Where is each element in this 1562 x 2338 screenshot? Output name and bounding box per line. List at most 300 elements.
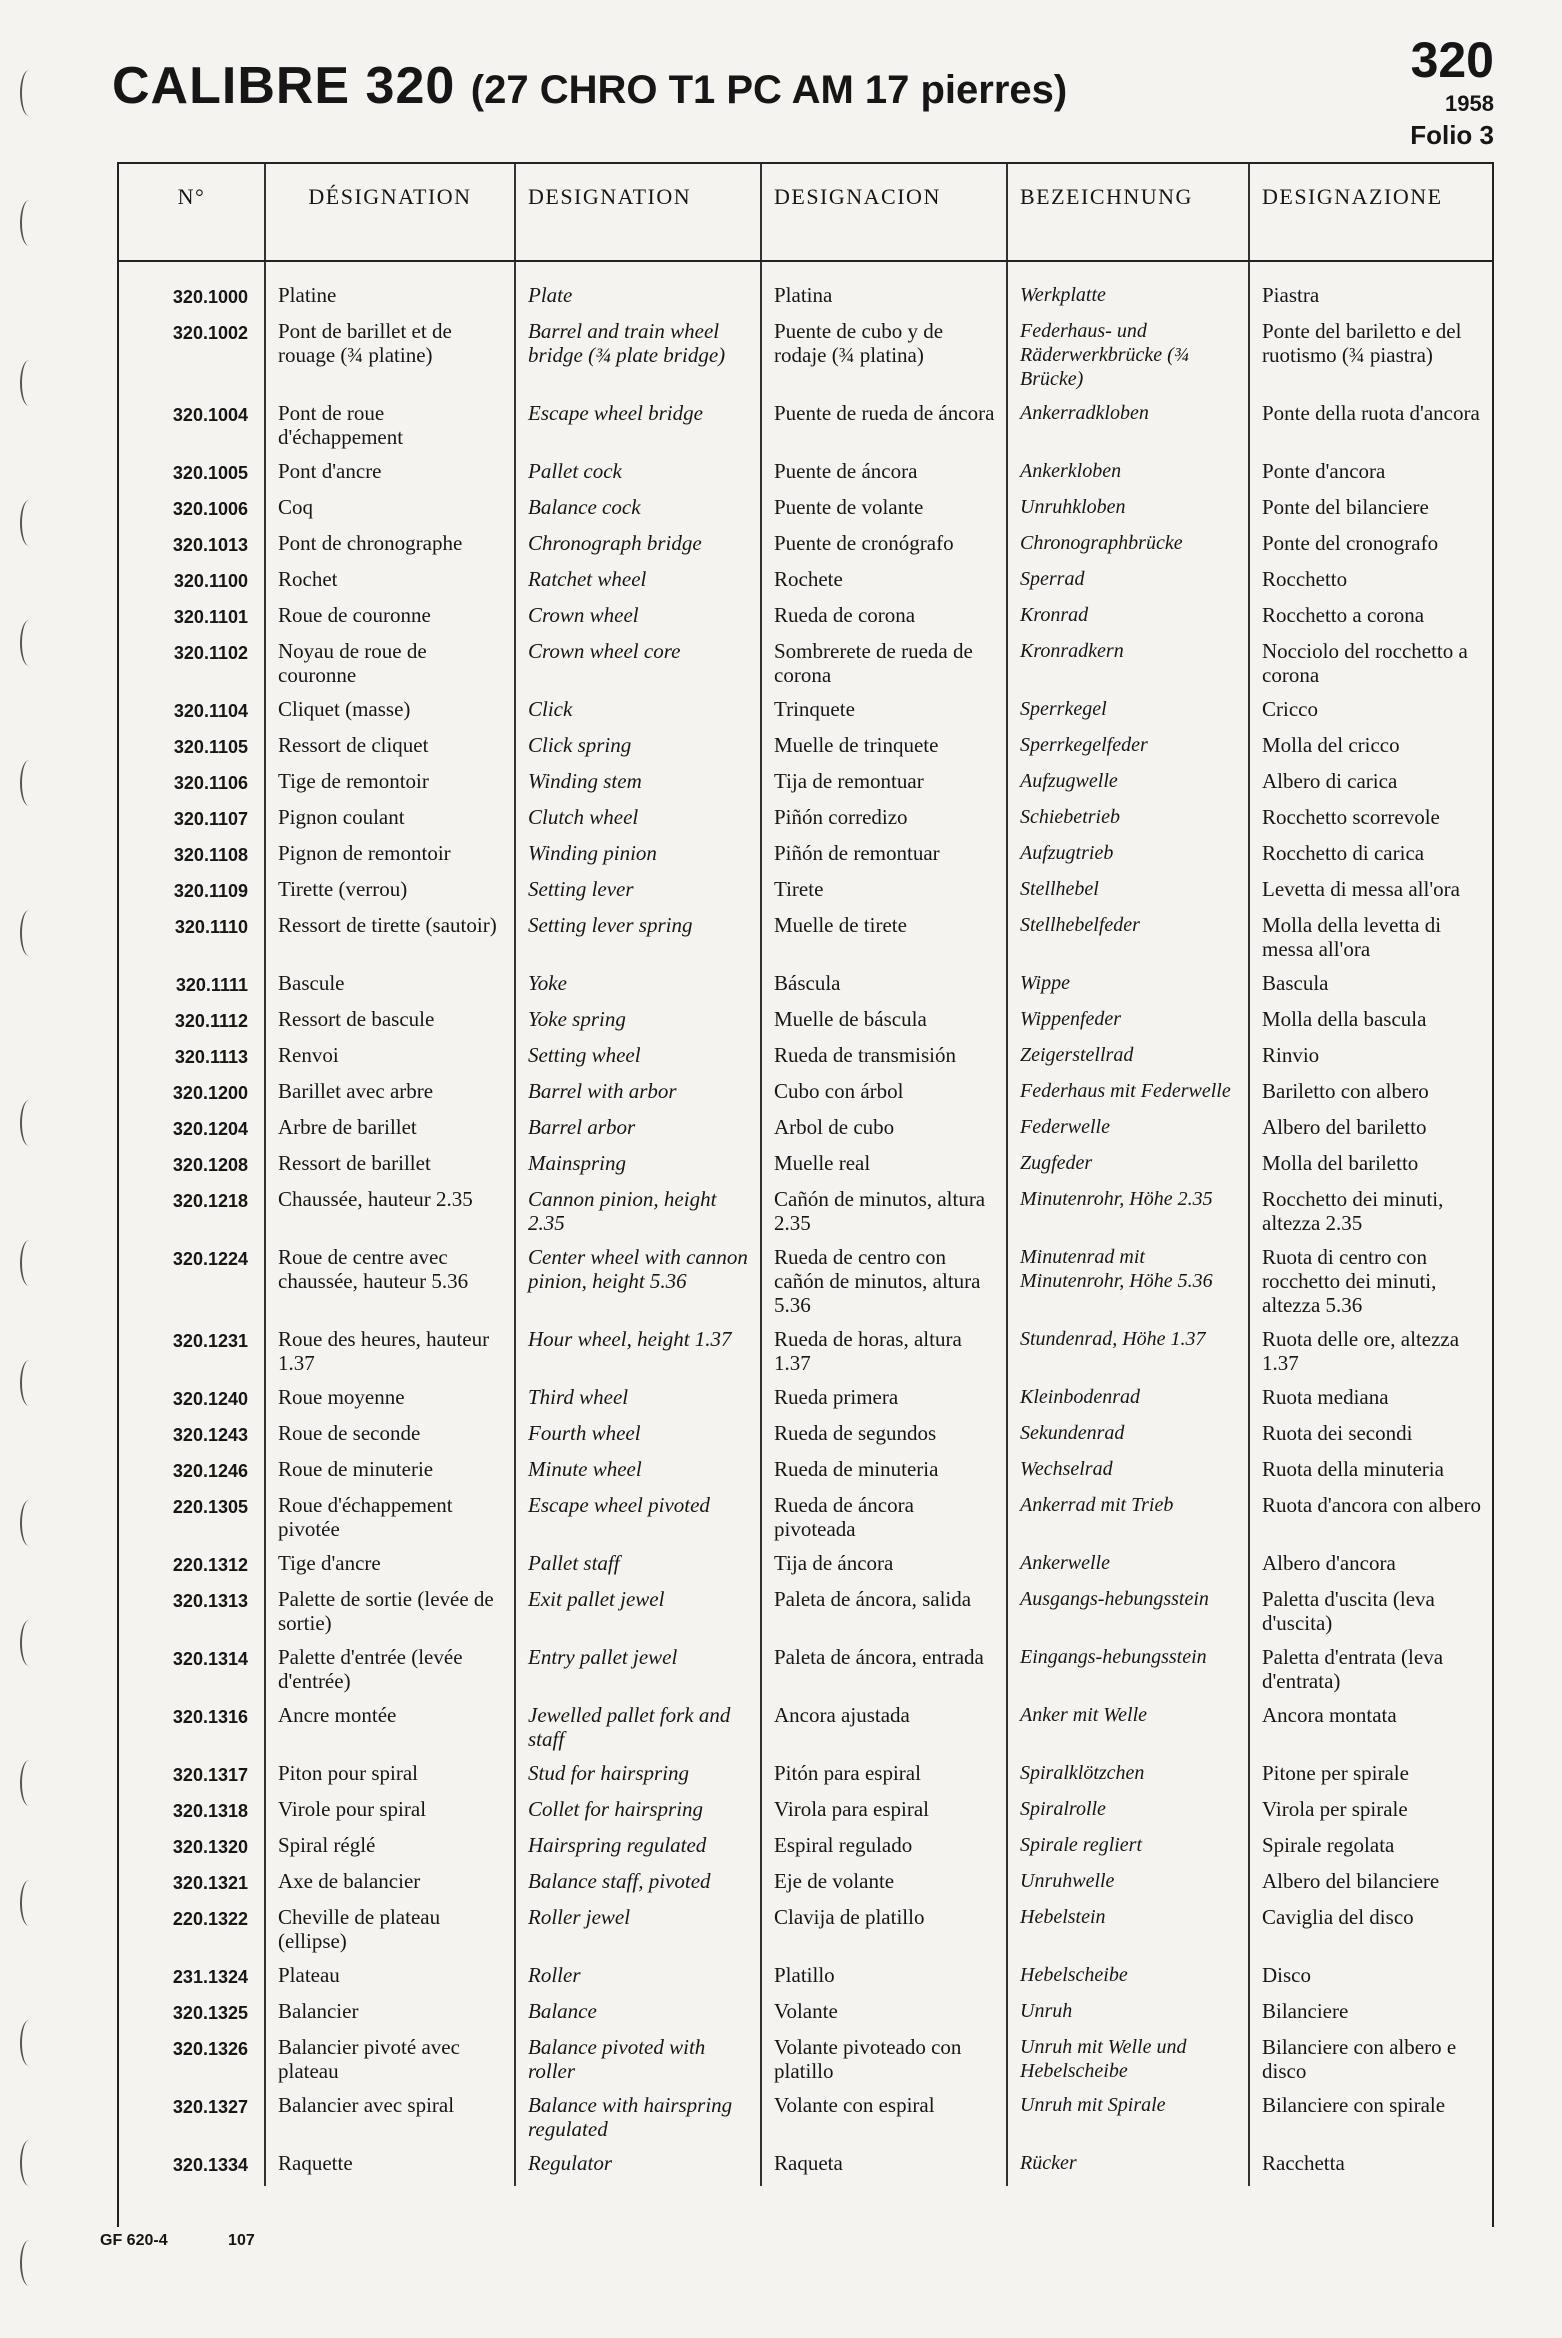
italian-name-cell: Molla della bascula	[1249, 1006, 1492, 1042]
german-name-cell: Zeigerstellrad	[1007, 1042, 1249, 1078]
title-main: CALIBRE 320	[112, 57, 456, 115]
english-name-cell: Hour wheel, height 1.37	[515, 1326, 761, 1384]
english-name-cell: Pallet staff	[515, 1550, 761, 1586]
spanish-name-cell: Platillo	[761, 1962, 1007, 1998]
italian-name-cell: Molla del bariletto	[1249, 1150, 1492, 1186]
french-name-cell: Noyau de roue de couronne	[265, 638, 515, 696]
spanish-name-cell: Rueda de segundos	[761, 1420, 1007, 1456]
spanish-name-cell: Rueda de horas, altura 1.37	[761, 1326, 1007, 1384]
german-name-cell: Spirale regliert	[1007, 1832, 1249, 1868]
spanish-name-cell: Tija de áncora	[761, 1550, 1007, 1586]
english-name-cell: Escape wheel pivoted	[515, 1492, 761, 1550]
french-name-cell: Pont de roue d'échappement	[265, 400, 515, 458]
german-name-cell: Schiebetrieb	[1007, 804, 1249, 840]
table-row	[119, 1150, 1492, 1186]
english-name-cell: Click	[515, 696, 761, 732]
table-row	[119, 1550, 1492, 1586]
part-number-cell: 320.1101	[173, 607, 248, 627]
italian-name-cell: Levetta di messa all'ora	[1249, 876, 1492, 912]
part-number-cell: 320.1107	[173, 809, 248, 829]
page-footer	[100, 2232, 255, 2250]
document-title	[112, 56, 1067, 116]
french-name-cell: Rochet	[265, 566, 515, 602]
spanish-name-cell: Paleta de áncora, salida	[761, 1586, 1007, 1644]
german-name-cell: Spiralklötzchen	[1007, 1760, 1249, 1796]
table-row	[119, 1384, 1492, 1420]
spanish-name-cell: Puente de cubo y de rodaje (¾ platina)	[761, 318, 1007, 400]
italian-name-cell: Cricco	[1249, 696, 1492, 732]
table-row	[119, 638, 1492, 696]
english-name-cell: Third wheel	[515, 1384, 761, 1420]
italian-name-cell: Ponte del bilanciere	[1249, 494, 1492, 530]
english-name-cell: Barrel arbor	[515, 1114, 761, 1150]
part-number-cell: 320.1110	[174, 917, 248, 937]
table-row	[119, 1702, 1492, 1760]
french-name-cell: Tige de remontoir	[265, 768, 515, 804]
italian-name-cell: Ponte della ruota d'ancora	[1249, 400, 1492, 458]
german-name-cell: Stundenrad, Höhe 1.37	[1007, 1326, 1249, 1384]
german-name-cell: Spiralrolle	[1007, 1796, 1249, 1832]
german-name-cell: Rücker	[1007, 2150, 1249, 2186]
table-row	[119, 566, 1492, 602]
english-name-cell: Balance pivoted with roller	[515, 2034, 761, 2092]
spanish-name-cell: Puente de áncora	[761, 458, 1007, 494]
spanish-name-cell: Volante	[761, 1998, 1007, 2034]
part-number-cell: 320.1000	[172, 287, 248, 307]
parts-table-frame	[117, 162, 1494, 2227]
english-name-cell: Barrel and train wheel bridge (¾ plate bridge)	[515, 318, 761, 400]
part-number-cell: 320.1204	[172, 1119, 248, 1139]
french-name-cell: Roue de seconde	[265, 1420, 515, 1456]
french-name-cell: Piton pour spiral	[265, 1760, 515, 1796]
spanish-name-cell: Rueda de minuteria	[761, 1456, 1007, 1492]
part-number-cell: 320.1004	[172, 405, 248, 425]
italian-name-cell: Albero di carica	[1249, 768, 1492, 804]
french-name-cell: Roue de minuterie	[265, 1456, 515, 1492]
italian-name-cell: Ponte del cronografo	[1249, 530, 1492, 566]
german-name-cell: Stellhebelfeder	[1007, 912, 1249, 970]
spanish-name-cell: Muelle de trinquete	[761, 732, 1007, 768]
spanish-name-cell: Trinquete	[761, 696, 1007, 732]
part-number-cell: 320.1102	[173, 643, 248, 663]
part-number-cell: 320.1246	[172, 1461, 248, 1481]
french-name-cell: Ressort de cliquet	[265, 732, 515, 768]
table-spacer	[119, 261, 1492, 282]
italian-name-cell: Ruota di centro con rocchetto dei minuti, altezza 5.36	[1249, 1244, 1492, 1326]
part-number-cell: 320.1108	[173, 845, 248, 865]
table-row	[119, 494, 1492, 530]
french-name-cell: Palette d'entrée (levée d'entrée)	[265, 1644, 515, 1702]
italian-name-cell: Piastra	[1249, 282, 1492, 318]
italian-name-cell: Bilanciere	[1249, 1998, 1492, 2034]
column-header-italian: DESIGNAZIONE	[1249, 164, 1492, 261]
table-row	[119, 1962, 1492, 1998]
spanish-name-cell: Piñón corredizo	[761, 804, 1007, 840]
italian-name-cell: Rocchetto dei minuti, altezza 2.35	[1249, 1186, 1492, 1244]
english-name-cell: Exit pallet jewel	[515, 1586, 761, 1644]
column-header-spanish: DESIGNACION	[761, 164, 1007, 261]
spanish-name-cell: Puente de cronógrafo	[761, 530, 1007, 566]
german-name-cell: Federhaus mit Federwelle	[1007, 1078, 1249, 1114]
english-name-cell: Setting lever	[515, 876, 761, 912]
german-name-cell: Hebelstein	[1007, 1904, 1249, 1962]
table-row	[119, 1796, 1492, 1832]
table-row	[119, 2092, 1492, 2150]
french-name-cell: Ancre montée	[265, 1702, 515, 1760]
spanish-name-cell: Muelle real	[761, 1150, 1007, 1186]
english-name-cell: Entry pallet jewel	[515, 1644, 761, 1702]
spanish-name-cell: Sombrerete de rueda de corona	[761, 638, 1007, 696]
german-name-cell: Minutenrad mit Minutenrohr, Höhe 5.36	[1007, 1244, 1249, 1326]
french-name-cell: Axe de balancier	[265, 1868, 515, 1904]
folio-label: Folio 3	[1410, 120, 1494, 150]
part-number-cell: 320.1006	[172, 499, 248, 519]
table-row	[119, 1904, 1492, 1962]
part-number-cell: 320.1109	[173, 881, 248, 901]
english-name-cell: Crown wheel	[515, 602, 761, 638]
spanish-name-cell: Raqueta	[761, 2150, 1007, 2186]
spanish-name-cell: Volante con espiral	[761, 2092, 1007, 2150]
table-row	[119, 1456, 1492, 1492]
spanish-name-cell: Muelle de báscula	[761, 1006, 1007, 1042]
part-number-cell: 220.1322	[172, 1909, 248, 1929]
part-number-cell: 320.1231	[172, 1331, 248, 1351]
english-name-cell: Clutch wheel	[515, 804, 761, 840]
column-header-english: DESIGNATION	[515, 164, 761, 261]
german-name-cell: Ankerrad mit Trieb	[1007, 1492, 1249, 1550]
table-row	[119, 318, 1492, 400]
title-subtitle: (27 CHRO T1 PC AM 17 pierres)	[470, 68, 1068, 112]
part-number-cell: 320.1317	[172, 1765, 248, 1785]
form-code: GF 620-4	[100, 2232, 168, 2249]
italian-name-cell: Albero del bariletto	[1249, 1114, 1492, 1150]
german-name-cell: Sperrad	[1007, 566, 1249, 602]
spanish-name-cell: Virola para espiral	[761, 1796, 1007, 1832]
german-name-cell: Unruh mit Welle und Hebelscheibe	[1007, 2034, 1249, 2092]
table-row	[119, 1420, 1492, 1456]
french-name-cell: Renvoi	[265, 1042, 515, 1078]
table-row	[119, 1492, 1492, 1550]
part-number-cell: 320.1005	[172, 463, 248, 483]
english-name-cell: Center wheel with cannon pinion, height 5.36	[515, 1244, 761, 1326]
italian-name-cell: Rocchetto a corona	[1249, 602, 1492, 638]
english-name-cell: Balance	[515, 1998, 761, 2034]
table-row	[119, 1186, 1492, 1244]
spanish-name-cell: Paleta de áncora, entrada	[761, 1644, 1007, 1702]
italian-name-cell: Ancora montata	[1249, 1702, 1492, 1760]
german-name-cell: Federwelle	[1007, 1114, 1249, 1150]
german-name-cell: Ankerradkloben	[1007, 400, 1249, 458]
french-name-cell: Bascule	[265, 970, 515, 1006]
table-row	[119, 1326, 1492, 1384]
part-number-cell: 320.1013	[172, 535, 248, 555]
german-name-cell: Werkplatte	[1007, 282, 1249, 318]
table-row	[119, 1644, 1492, 1702]
french-name-cell: Chaussée, hauteur 2.35	[265, 1186, 515, 1244]
french-name-cell: Tige d'ancre	[265, 1550, 515, 1586]
spanish-name-cell: Puente de rueda de áncora	[761, 400, 1007, 458]
italian-name-cell: Rocchetto di carica	[1249, 840, 1492, 876]
italian-name-cell: Ponte d'ancora	[1249, 458, 1492, 494]
part-number-cell: 220.1305	[172, 1497, 248, 1517]
english-name-cell: Roller	[515, 1962, 761, 1998]
table-row	[119, 1832, 1492, 1868]
italian-name-cell: Racchetta	[1249, 2150, 1492, 2186]
part-number-cell: 320.1111	[175, 975, 248, 995]
spanish-name-cell: Puente de volante	[761, 494, 1007, 530]
spanish-name-cell: Clavija de platillo	[761, 1904, 1007, 1962]
french-name-cell: Pignon coulant	[265, 804, 515, 840]
french-name-cell: Barillet avec arbre	[265, 1078, 515, 1114]
german-name-cell: Zugfeder	[1007, 1150, 1249, 1186]
spanish-name-cell: Cubo con árbol	[761, 1078, 1007, 1114]
french-name-cell: Tirette (verrou)	[265, 876, 515, 912]
italian-name-cell: Rinvio	[1249, 1042, 1492, 1078]
italian-name-cell: Caviglia del disco	[1249, 1904, 1492, 1962]
spanish-name-cell: Rueda primera	[761, 1384, 1007, 1420]
english-name-cell: Winding pinion	[515, 840, 761, 876]
french-name-cell: Ressort de bascule	[265, 1006, 515, 1042]
part-number-cell: 320.1334	[172, 2155, 248, 2175]
table-row	[119, 876, 1492, 912]
part-number-cell: 320.1113	[174, 1047, 248, 1067]
french-name-cell: Roue de couronne	[265, 602, 515, 638]
french-name-cell: Balancier pivoté avec plateau	[265, 2034, 515, 2092]
italian-name-cell: Ruota mediana	[1249, 1384, 1492, 1420]
german-name-cell: Aufzugwelle	[1007, 768, 1249, 804]
italian-name-cell: Virola per spirale	[1249, 1796, 1492, 1832]
binder-hole-marks	[0, 60, 40, 2320]
english-name-cell: Yoke spring	[515, 1006, 761, 1042]
italian-name-cell: Rocchetto scorrevole	[1249, 804, 1492, 840]
spanish-name-cell: Ancora ajustada	[761, 1702, 1007, 1760]
table-row	[119, 400, 1492, 458]
german-name-cell: Unruhwelle	[1007, 1868, 1249, 1904]
french-name-cell: Roue des heures, hauteur 1.37	[265, 1326, 515, 1384]
column-header-german: BEZEICHNUNG	[1007, 164, 1249, 261]
table-row	[119, 530, 1492, 566]
english-name-cell: Balance cock	[515, 494, 761, 530]
table-row	[119, 2150, 1492, 2186]
english-name-cell: Stud for hairspring	[515, 1760, 761, 1796]
table-row	[119, 1868, 1492, 1904]
italian-name-cell: Bilanciere con spirale	[1249, 2092, 1492, 2150]
italian-name-cell: Pitone per spirale	[1249, 1760, 1492, 1796]
french-name-cell: Ressort de barillet	[265, 1150, 515, 1186]
english-name-cell: Balance staff, pivoted	[515, 1868, 761, 1904]
german-name-cell: Hebelscheibe	[1007, 1962, 1249, 1998]
table-row	[119, 1760, 1492, 1796]
spanish-name-cell: Tija de remontuar	[761, 768, 1007, 804]
spanish-name-cell: Espiral regulado	[761, 1832, 1007, 1868]
german-name-cell: Aufzugtrieb	[1007, 840, 1249, 876]
column-header-french: DÉSIGNATION	[265, 164, 515, 261]
spanish-name-cell: Rueda de corona	[761, 602, 1007, 638]
italian-name-cell: Disco	[1249, 1962, 1492, 1998]
german-name-cell: Minutenrohr, Höhe 2.35	[1007, 1186, 1249, 1244]
table-row	[119, 282, 1492, 318]
french-name-cell: Spiral réglé	[265, 1832, 515, 1868]
french-name-cell: Roue moyenne	[265, 1384, 515, 1420]
english-name-cell: Roller jewel	[515, 1904, 761, 1962]
german-name-cell: Stellhebel	[1007, 876, 1249, 912]
italian-name-cell: Paletta d'entrata (leva d'entrata)	[1249, 1644, 1492, 1702]
spanish-name-cell: Volante pivoteado con platillo	[761, 2034, 1007, 2092]
italian-name-cell: Molla del cricco	[1249, 732, 1492, 768]
german-name-cell: Ankerwelle	[1007, 1550, 1249, 1586]
german-name-cell: Sperrkegel	[1007, 696, 1249, 732]
table-body	[119, 261, 1492, 2186]
french-name-cell: Plateau	[265, 1962, 515, 1998]
french-name-cell: Pont d'ancre	[265, 458, 515, 494]
english-name-cell: Fourth wheel	[515, 1420, 761, 1456]
german-name-cell: Wippenfeder	[1007, 1006, 1249, 1042]
german-name-cell: Chronographbrücke	[1007, 530, 1249, 566]
german-name-cell: Sekundenrad	[1007, 1420, 1249, 1456]
part-number-cell: 320.1243	[172, 1425, 248, 1445]
german-name-cell: Unruhkloben	[1007, 494, 1249, 530]
english-name-cell: Pallet cock	[515, 458, 761, 494]
table-row	[119, 696, 1492, 732]
corner-reference	[1410, 32, 1494, 150]
italian-name-cell: Ruota delle ore, altezza 1.37	[1249, 1326, 1492, 1384]
spanish-name-cell: Tirete	[761, 876, 1007, 912]
german-name-cell: Sperrkegelfeder	[1007, 732, 1249, 768]
table-row	[119, 1998, 1492, 2034]
part-number-cell: 320.1208	[172, 1155, 248, 1175]
table-row	[119, 1244, 1492, 1326]
german-name-cell: Wippe	[1007, 970, 1249, 1006]
italian-name-cell: Albero d'ancora	[1249, 1550, 1492, 1586]
german-name-cell: Ausgangs-hebungsstein	[1007, 1586, 1249, 1644]
french-name-cell: Arbre de barillet	[265, 1114, 515, 1150]
part-number-cell: 320.1326	[172, 2039, 248, 2059]
table-row	[119, 1042, 1492, 1078]
table-row	[119, 804, 1492, 840]
german-name-cell: Unruh mit Spirale	[1007, 2092, 1249, 2150]
english-name-cell: Mainspring	[515, 1150, 761, 1186]
german-name-cell: Unruh	[1007, 1998, 1249, 2034]
italian-name-cell: Bariletto con albero	[1249, 1078, 1492, 1114]
calibre-number: 320	[1410, 32, 1494, 88]
english-name-cell: Crown wheel core	[515, 638, 761, 696]
spanish-name-cell: Rueda de transmisión	[761, 1042, 1007, 1078]
french-name-cell: Ressort de tirette (sautoir)	[265, 912, 515, 970]
spanish-name-cell: Cañón de minutos, altura 2.35	[761, 1186, 1007, 1244]
italian-name-cell: Ruota della minuteria	[1249, 1456, 1492, 1492]
part-number-cell: 320.1327	[172, 2097, 248, 2117]
spanish-name-cell: Arbol de cubo	[761, 1114, 1007, 1150]
french-name-cell: Balancier	[265, 1998, 515, 2034]
italian-name-cell: Nocciolo del rocchetto a corona	[1249, 638, 1492, 696]
table-row	[119, 768, 1492, 804]
part-number-cell: 320.1104	[173, 701, 248, 721]
table-row	[119, 912, 1492, 970]
part-number-cell: 320.1320	[172, 1837, 248, 1857]
french-name-cell: Palette de sortie (levée de sortie)	[265, 1586, 515, 1644]
part-number-cell: 320.1321	[172, 1873, 248, 1893]
part-number-cell: 320.1318	[172, 1801, 248, 1821]
english-name-cell: Cannon pinion, height 2.35	[515, 1186, 761, 1244]
table-header-row	[119, 164, 1492, 261]
part-number-cell: 320.1224	[172, 1249, 248, 1269]
table-row	[119, 732, 1492, 768]
table-row	[119, 458, 1492, 494]
column-header-number: N°	[119, 164, 265, 261]
french-name-cell: Roue de centre avec chaussée, hauteur 5.36	[265, 1244, 515, 1326]
french-name-cell: Raquette	[265, 2150, 515, 2186]
english-name-cell: Collet for hairspring	[515, 1796, 761, 1832]
table-row	[119, 1586, 1492, 1644]
part-number-cell: 320.1218	[172, 1191, 248, 1211]
english-name-cell: Ratchet wheel	[515, 566, 761, 602]
english-name-cell: Winding stem	[515, 768, 761, 804]
english-name-cell: Setting wheel	[515, 1042, 761, 1078]
part-number-cell: 320.1240	[172, 1389, 248, 1409]
english-name-cell: Plate	[515, 282, 761, 318]
part-number-cell: 320.1200	[172, 1083, 248, 1103]
italian-name-cell: Ponte del bariletto e del ruotismo (¾ piastra)	[1249, 318, 1492, 400]
italian-name-cell: Paletta d'uscita (leva d'uscita)	[1249, 1586, 1492, 1644]
part-number-cell: 320.1325	[172, 2003, 248, 2023]
french-name-cell: Platine	[265, 282, 515, 318]
part-number-cell: 320.1112	[174, 1011, 248, 1031]
page-number: 107	[228, 2232, 255, 2249]
english-name-cell: Minute wheel	[515, 1456, 761, 1492]
italian-name-cell: Ruota dei secondi	[1249, 1420, 1492, 1456]
spanish-name-cell: Báscula	[761, 970, 1007, 1006]
spanish-name-cell: Eje de volante	[761, 1868, 1007, 1904]
french-name-cell: Cheville de plateau (ellipse)	[265, 1904, 515, 1962]
part-number-cell: 320.1106	[173, 773, 248, 793]
part-number-cell: 320.1100	[173, 571, 248, 591]
english-name-cell: Click spring	[515, 732, 761, 768]
german-name-cell: Federhaus- und Räderwerkbrücke (¾ Brücke)	[1007, 318, 1249, 400]
spanish-name-cell: Rochete	[761, 566, 1007, 602]
italian-name-cell: Spirale regolata	[1249, 1832, 1492, 1868]
english-name-cell: Hairspring regulated	[515, 1832, 761, 1868]
part-number-cell: 320.1002	[172, 323, 248, 343]
german-name-cell: Anker mit Welle	[1007, 1702, 1249, 1760]
italian-name-cell: Rocchetto	[1249, 566, 1492, 602]
german-name-cell: Kronrad	[1007, 602, 1249, 638]
german-name-cell: Ankerkloben	[1007, 458, 1249, 494]
french-name-cell: Virole pour spiral	[265, 1796, 515, 1832]
parts-table	[119, 164, 1492, 2186]
table-row	[119, 840, 1492, 876]
french-name-cell: Coq	[265, 494, 515, 530]
table-row	[119, 602, 1492, 638]
table-row	[119, 1114, 1492, 1150]
english-name-cell: Barrel with arbor	[515, 1078, 761, 1114]
english-name-cell: Escape wheel bridge	[515, 400, 761, 458]
french-name-cell: Balancier avec spiral	[265, 2092, 515, 2150]
table-row	[119, 1006, 1492, 1042]
german-name-cell: Wechselrad	[1007, 1456, 1249, 1492]
italian-name-cell: Albero del bilanciere	[1249, 1868, 1492, 1904]
spanish-name-cell: Muelle de tirete	[761, 912, 1007, 970]
french-name-cell: Pont de chronographe	[265, 530, 515, 566]
spanish-name-cell: Pitón para espiral	[761, 1760, 1007, 1796]
english-name-cell: Setting lever spring	[515, 912, 761, 970]
english-name-cell: Regulator	[515, 2150, 761, 2186]
french-name-cell: Cliquet (masse)	[265, 696, 515, 732]
french-name-cell: Pignon de remontoir	[265, 840, 515, 876]
german-name-cell: Eingangs-hebungsstein	[1007, 1644, 1249, 1702]
spanish-name-cell: Piñón de remontuar	[761, 840, 1007, 876]
french-name-cell: Pont de barillet et de rouage (¾ platine)	[265, 318, 515, 400]
spanish-name-cell: Platina	[761, 282, 1007, 318]
